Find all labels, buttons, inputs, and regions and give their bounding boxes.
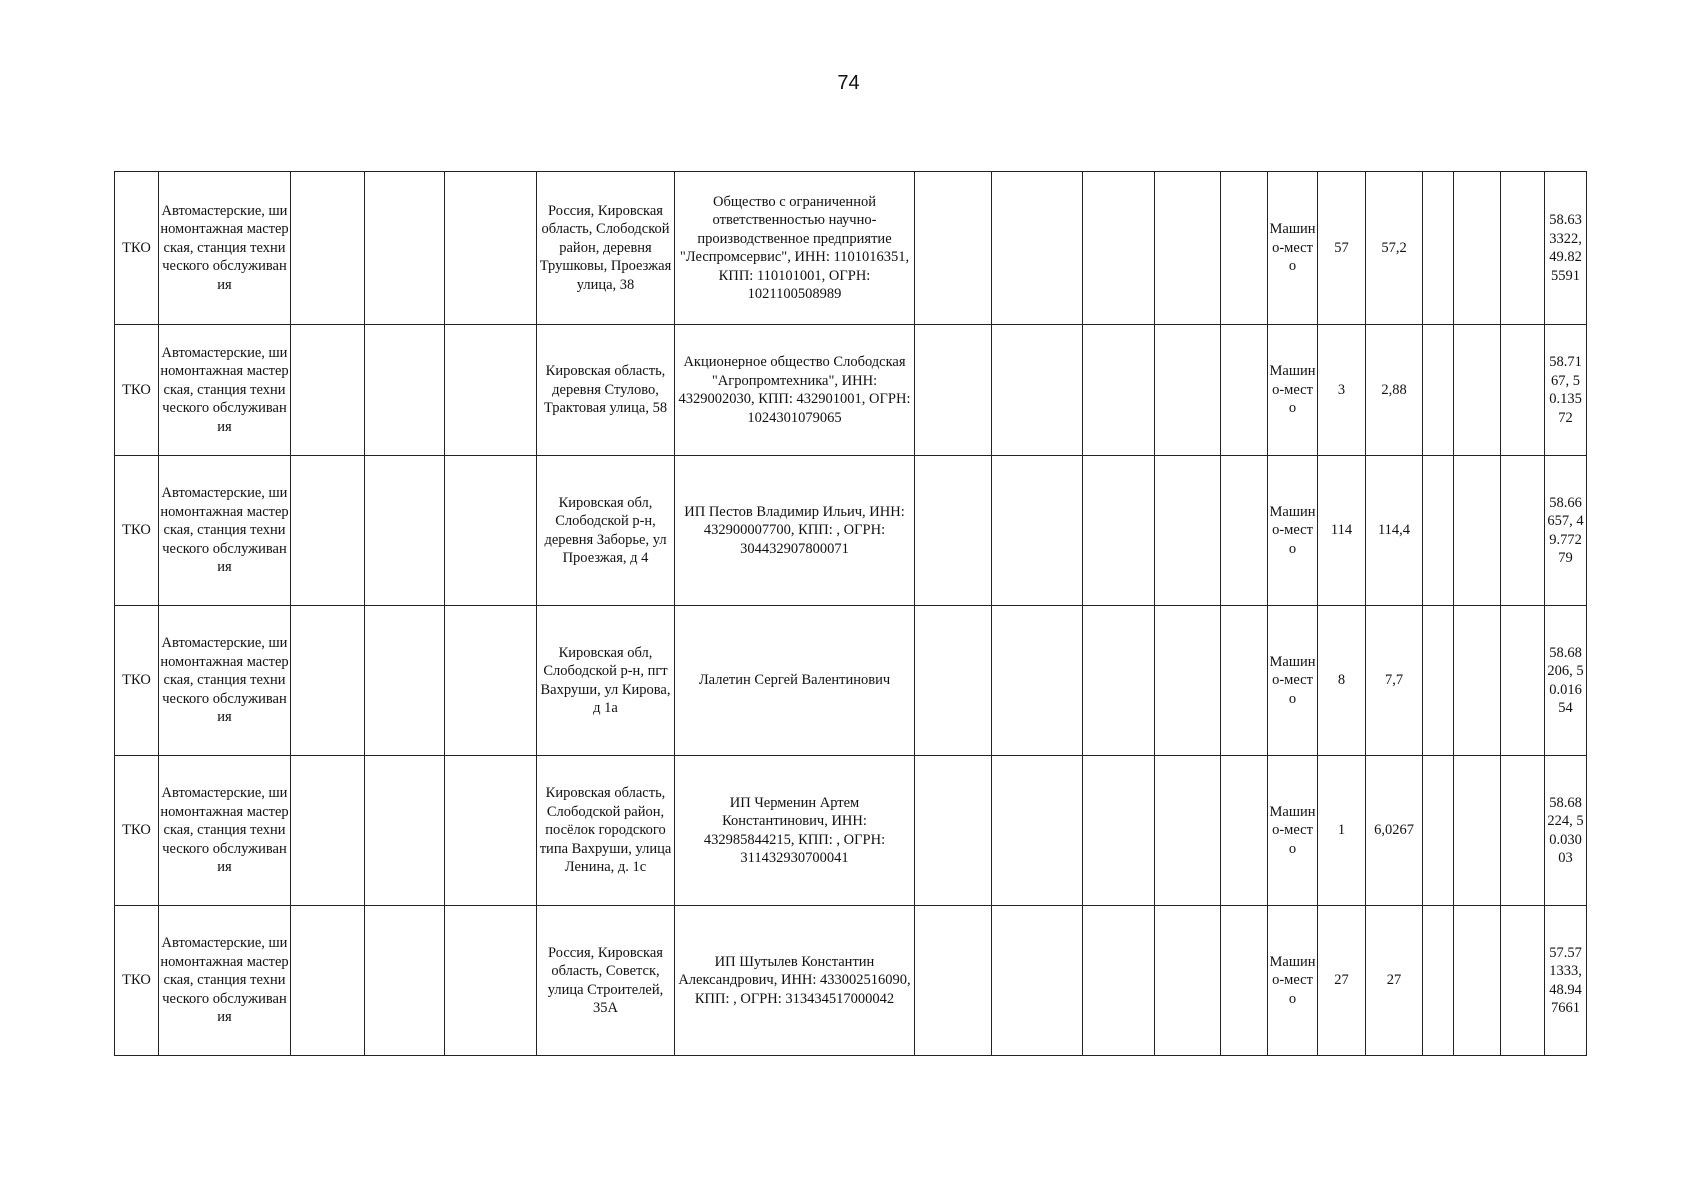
empty-cell (1423, 325, 1454, 456)
empty-cell (1155, 756, 1221, 906)
empty-cell (291, 172, 365, 325)
unit-cell: Машино-место (1268, 325, 1318, 456)
unit-cell: Машино-место (1268, 906, 1318, 1056)
volume-cell: 7,7 (1366, 606, 1423, 756)
empty-cell (992, 756, 1083, 906)
empty-cell (1221, 172, 1268, 325)
facility-type-cell: Автомастерские, шиномонтажная мастерская, станция технического обслуживания (159, 756, 291, 906)
facility-type-cell: Автомастерские, шиномонтажная мастерская, станция технического обслуживания (159, 456, 291, 606)
volume-cell: 114,4 (1366, 456, 1423, 606)
quantity-cell: 114 (1318, 456, 1366, 606)
empty-cell (992, 906, 1083, 1056)
empty-cell (1501, 325, 1545, 456)
empty-cell (291, 756, 365, 906)
volume-cell: 2,88 (1366, 325, 1423, 456)
empty-cell (1454, 756, 1501, 906)
waste-sources-table (114, 171, 1587, 1056)
coordinates-cell: 58.66657, 49.77279 (1545, 456, 1587, 606)
waste-type-cell: ТКО (115, 756, 159, 906)
empty-cell (992, 172, 1083, 325)
volume-cell: 57,2 (1366, 172, 1423, 325)
empty-cell (1083, 756, 1155, 906)
empty-cell (915, 325, 992, 456)
empty-cell (1155, 906, 1221, 1056)
volume-cell: 27 (1366, 906, 1423, 1056)
empty-cell (1221, 756, 1268, 906)
waste-type-cell: ТКО (115, 906, 159, 1056)
address-cell: Кировская обл, Слободской р-н, пгт Вахруши, ул Кирова, д 1а (537, 606, 675, 756)
empty-cell (445, 606, 537, 756)
owner-cell: Лалетин Сергей Валентинович (675, 606, 915, 756)
empty-cell (1454, 606, 1501, 756)
empty-cell (915, 172, 992, 325)
unit-cell: Машино-место (1268, 456, 1318, 606)
empty-cell (365, 756, 445, 906)
empty-cell (365, 172, 445, 325)
address-cell: Россия, Кировская область, Советск, улица Строителей, 35А (537, 906, 675, 1056)
waste-type-cell: ТКО (115, 606, 159, 756)
table-row (115, 456, 1587, 606)
empty-cell (1083, 172, 1155, 325)
empty-cell (1083, 325, 1155, 456)
volume-cell: 6,0267 (1366, 756, 1423, 906)
unit-cell: Машино-место (1268, 756, 1318, 906)
empty-cell (1083, 606, 1155, 756)
empty-cell (365, 456, 445, 606)
quantity-cell: 27 (1318, 906, 1366, 1056)
quantity-cell: 1 (1318, 756, 1366, 906)
owner-cell: ИП Шутылев Константин Александрович, ИНН: 433002516090, КПП: , ОГРН: 313434517000042 (675, 906, 915, 1056)
facility-type-cell: Автомастерские, шиномонтажная мастерская, станция технического обслуживания (159, 172, 291, 325)
empty-cell (915, 756, 992, 906)
empty-cell (445, 456, 537, 606)
page-number: 74 (837, 72, 860, 94)
table-row (115, 172, 1587, 325)
owner-cell: ИП Черменин Артем Константинович, ИНН: 432985844215, КПП: , ОГРН: 311432930700041 (675, 756, 915, 906)
coordinates-cell: 57.571333, 48.947661 (1545, 906, 1587, 1056)
empty-cell (992, 456, 1083, 606)
empty-cell (445, 325, 537, 456)
quantity-cell: 3 (1318, 325, 1366, 456)
address-cell: Кировская область, Слободской район, посёлок городского типа Вахруши, улица Ленина, д. 1с (537, 756, 675, 906)
empty-cell (1454, 172, 1501, 325)
quantity-cell: 8 (1318, 606, 1366, 756)
empty-cell (1221, 456, 1268, 606)
table-row (115, 606, 1587, 756)
waste-type-cell: ТКО (115, 172, 159, 325)
empty-cell (1221, 906, 1268, 1056)
address-cell: Кировская область, деревня Стулово, Трактовая улица, 58 (537, 325, 675, 456)
empty-cell (1221, 325, 1268, 456)
coordinates-cell: 58.633322, 49.825591 (1545, 172, 1587, 325)
empty-cell (1155, 172, 1221, 325)
empty-cell (291, 456, 365, 606)
empty-cell (1423, 172, 1454, 325)
empty-cell (1501, 456, 1545, 606)
empty-cell (1155, 456, 1221, 606)
empty-cell (1501, 606, 1545, 756)
facility-type-cell: Автомастерские, шиномонтажная мастерская, станция технического обслуживания (159, 606, 291, 756)
empty-cell (992, 325, 1083, 456)
quantity-cell: 57 (1318, 172, 1366, 325)
owner-cell: Общество с ограниченной ответственностью научно-производственное предприятие "Леспромсервис", ИНН: 1101016351, КПП: 110101001, ОГРН: 1021100508989 (675, 172, 915, 325)
empty-cell (1423, 456, 1454, 606)
coordinates-cell: 58.7167, 50.13572 (1545, 325, 1587, 456)
empty-cell (1083, 906, 1155, 1056)
empty-cell (1454, 456, 1501, 606)
empty-cell (1155, 606, 1221, 756)
empty-cell (1423, 906, 1454, 1056)
empty-cell (1501, 906, 1545, 1056)
owner-cell: Акционерное общество Слободская "Агропромтехника", ИНН: 4329002030, КПП: 432901001, ОГРН: 1024301079065 (675, 325, 915, 456)
empty-cell (365, 906, 445, 1056)
empty-cell (291, 606, 365, 756)
empty-cell (1501, 756, 1545, 906)
table-row (115, 756, 1587, 906)
empty-cell (445, 906, 537, 1056)
empty-cell (915, 906, 992, 1056)
empty-cell (291, 906, 365, 1056)
empty-cell (1083, 456, 1155, 606)
empty-cell (1454, 325, 1501, 456)
empty-cell (365, 606, 445, 756)
table-row (115, 325, 1587, 456)
coordinates-cell: 58.68224, 50.03003 (1545, 756, 1587, 906)
empty-cell (1423, 756, 1454, 906)
empty-cell (1423, 606, 1454, 756)
unit-cell: Машино-место (1268, 606, 1318, 756)
empty-cell (1155, 325, 1221, 456)
empty-cell (1221, 606, 1268, 756)
empty-cell (445, 756, 537, 906)
empty-cell (915, 606, 992, 756)
empty-cell (291, 325, 365, 456)
table-row (115, 906, 1587, 1056)
waste-type-cell: ТКО (115, 456, 159, 606)
empty-cell (915, 456, 992, 606)
empty-cell (1454, 906, 1501, 1056)
facility-type-cell: Автомастерские, шиномонтажная мастерская, станция технического обслуживания (159, 906, 291, 1056)
empty-cell (445, 172, 537, 325)
empty-cell (992, 606, 1083, 756)
unit-cell: Машино-место (1268, 172, 1318, 325)
owner-cell: ИП Пестов Владимир Ильич, ИНН: 432900007700, КПП: , ОГРН: 304432907800071 (675, 456, 915, 606)
coordinates-cell: 58.68206, 50.01654 (1545, 606, 1587, 756)
empty-cell (365, 325, 445, 456)
waste-type-cell: ТКО (115, 325, 159, 456)
empty-cell (1501, 172, 1545, 325)
facility-type-cell: Автомастерские, шиномонтажная мастерская, станция технического обслуживания (159, 325, 291, 456)
address-cell: Россия, Кировская область, Слободской район, деревня Трушковы, Проезжая улица, 38 (537, 172, 675, 325)
address-cell: Кировская обл, Слободской р-н, деревня Заборье, ул Проезжая, д 4 (537, 456, 675, 606)
